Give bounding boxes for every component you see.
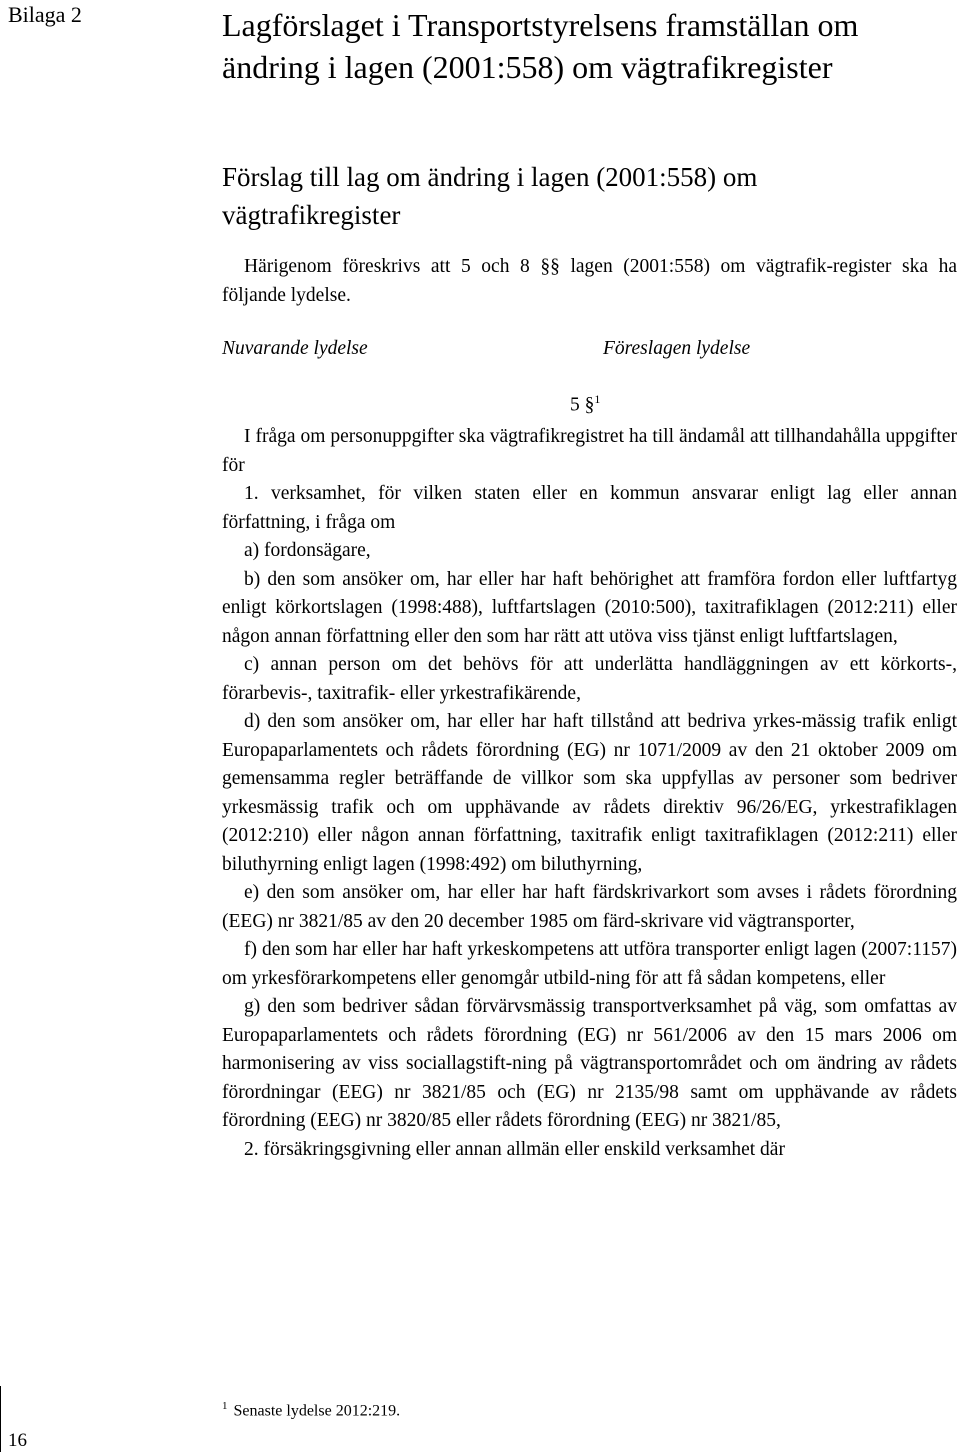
appendix-label: Bilaga 2 [8, 2, 82, 27]
body-paragraph: d) den som ansöker om, har eller har haft tillstånd att bedriva yrkes-mässig trafik enligt Europaparlamentets och rådets förordning (EG) nr 1071/2009 av den 21 oktober 2009 om gemensamma regler beträffande de villkor som ska uppfyllas av personer som bedriver yrkesmässig trafik och om upphävande av rådets direktiv 96/26/EG, yrkestrafiklagen (2012:210) eller någon annan författning, taxitrafik enligt taxitrafiklagen (2012:211) eller biluthyrning enligt lagen (1998:492) om biluthyrning, [222, 711, 957, 875]
body-paragraph: g) den som bedriver sådan förvärvsmässig transportverksamhet på väg, som omfattas av Europaparlamentets och rådets förordning (EG) nr 561/2006 av den 15 mars 2006 om harmonisering av viss sociallagstift-ning på vägtransportområdet och om ändring av rådets förordningar (EEG) nr 3821/85 och (EG) nr 2135/98 samt om upphävande av rådets förordning (EEG) nr 3820/85 eller rådets förordning (EEG) nr 3821/85, [222, 996, 957, 1131]
body-paragraph: b) den som ansöker om, har eller har haft behörighet att framföra fordon eller luftfartyg enligt körkortslagen (1998:488), luftfartslagen (2010:500), taxitrafiklagen (2012:211) eller någon annan författning eller den som har rätt att utöva viss tjänst enligt luftfartslagen, [222, 568, 957, 647]
section-number [570, 392, 600, 417]
page-number: 16 [8, 1430, 27, 1451]
footnote-text: Senaste lydelse 2012:219. [233, 1402, 401, 1420]
body-paragraph: 1. verksamhet, för vilken staten eller en kommun ansvarar enligt lag eller annan författning, i fråga om [222, 483, 957, 533]
page-number-divider [0, 1386, 1, 1452]
body-paragraph: e) den som ansöker om, har eller har haft färdskrivarkort som avses i rådets förordning (EEG) nr 3821/85 av den 20 december 1985 om färd-skrivare vid vägtransporter, [222, 882, 957, 932]
section-body [222, 423, 957, 1164]
footnote [222, 1400, 400, 1420]
body-paragraph: f) den som har eller har haft yrkeskompetens att utföra transporter enligt lagen (2007:1157) om yrkesförarkompetens eller genomgår utbild-ning för att få sådan kompetens, eller [222, 939, 957, 989]
body-paragraph: a) fordonsägare, [244, 540, 371, 561]
footnote-mark: 1 [222, 1400, 228, 1412]
body-paragraph: c) annan person om det behövs för att underlätta handläggningen av ett körkorts-, förarbevis-, taxitrafik- eller yrkestrafikärende, [222, 654, 957, 704]
column-heading-proposed: Föreslagen lydelse [603, 338, 751, 359]
body-paragraph: 2. försäkringsgivning eller annan allmän eller enskild verksamhet där [244, 1138, 785, 1160]
proposal-intro: Härigenom föreskrivs att 5 och 8 §§ lagen (2001:558) om vägtrafik-register ska ha följande lydelse. [222, 256, 957, 306]
section-number-text: 5 § [570, 394, 595, 416]
body-paragraph: I fråga om personuppgifter ska vägtrafikregistret ha till ändamål att tillhandahålla uppgifter för [222, 426, 957, 476]
footnote-reference: 1 [594, 392, 601, 406]
column-heading-current: Nuvarande lydelse [222, 338, 368, 359]
proposal-subtitle: Förslag till lag om ändring i lagen (2001:558) om vägtrafikregister [222, 162, 758, 230]
page-title: Lagförslaget i Transportstyrelsens framställan om ändring i lagen (2001:558) om vägtrafikregister [222, 7, 859, 85]
